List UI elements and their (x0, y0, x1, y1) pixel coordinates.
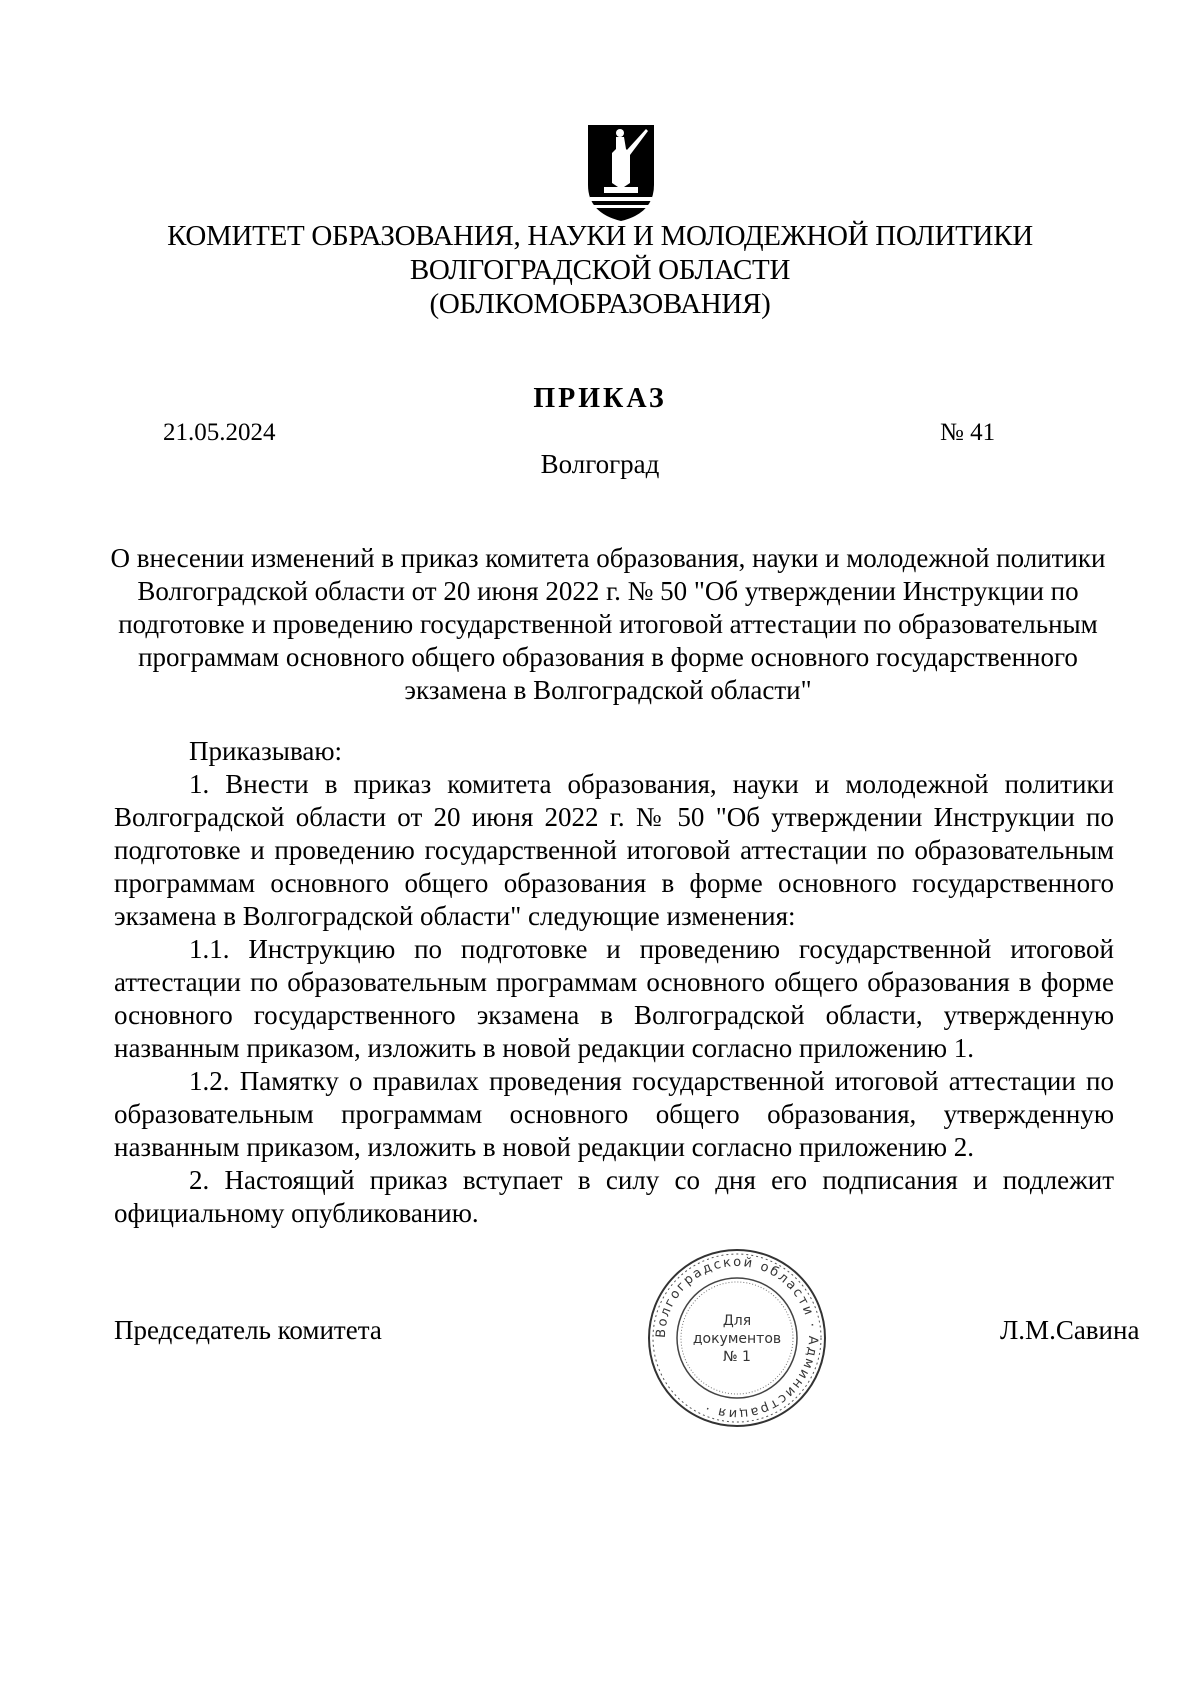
order-paragraph-1-1: 1.1. Инструкцию по подготовке и проведению государственной итоговой аттестации по образовательным программам основного общего образования в форме основного государственного экзамена в Волгоградской области, утвержденную названным приказом, изложить в новой редакции согласно приложению 1. (114, 934, 1114, 1063)
org-abbreviation: (ОБЛКОМОБРАЗОВАНИЯ) (429, 288, 771, 320)
seal-center-line-1: Для (722, 1313, 752, 1329)
order-intro: Приказываю: (189, 736, 342, 766)
org-name-line-2: ВОЛГОГРАДСКОЙ ОБЛАСТИ (409, 254, 791, 286)
seal-center-line-2: документов (692, 1331, 782, 1347)
order-subject: О внесении изменений в приказ комитета образования, науки и молодежной политики Волгоградской области от 20 июня 2022 г. № 50 "Об утверждении Инструкции по подготовке и проведению государственной итоговой аттестации по образовательным программам основного общего образования в форме основного государственного экзамена в Волгоградской области" (110, 543, 1106, 705)
volgograd-coat-of-arms-icon (586, 123, 656, 223)
org-name-line-1: КОМИТЕТ ОБРАЗОВАНИЯ, НАУКИ И МОЛОДЕЖНОЙ ПОЛИТИКИ (167, 220, 1033, 252)
document-type-title: ПРИКАЗ (533, 383, 667, 414)
official-seal-stamp-icon (644, 1245, 830, 1431)
seal-ring-text: Волгоградской области · Администрация · (653, 1254, 821, 1422)
order-paragraph-1-2: 1.2. Памятку о правилах проведения государственной итоговой аттестации по образовательным программам основного общего образования, утвержденную названным приказом, изложить в новой редакции согласно приложению 2. (114, 1066, 1114, 1162)
order-paragraph-2: 2. Настоящий приказ вступает в силу со дня его подписания и подлежит официальному опубликованию. (114, 1165, 1114, 1228)
order-city: Волгоград (540, 449, 660, 479)
signatory-title: Председатель комитета (114, 1315, 382, 1345)
order-body (114, 735, 1114, 1230)
order-date: 21.05.2024 (163, 419, 276, 446)
order-number: № 41 (940, 419, 996, 446)
seal-center-line-3: № 1 (723, 1349, 751, 1365)
order-paragraph-1: 1. Внести в приказ комитета образования, науки и молодежной политики Волгоградской области от 20 июня 2022 г. № 50 "Об утверждении Инструкции по подготовке и проведению государственной итоговой аттестации по образовательным программам основного общего образования в форме основного государственного экзамена в Волгоградской области" следующие изменения: (114, 769, 1114, 931)
signatory-name: Л.М.Савина (1000, 1315, 1140, 1345)
